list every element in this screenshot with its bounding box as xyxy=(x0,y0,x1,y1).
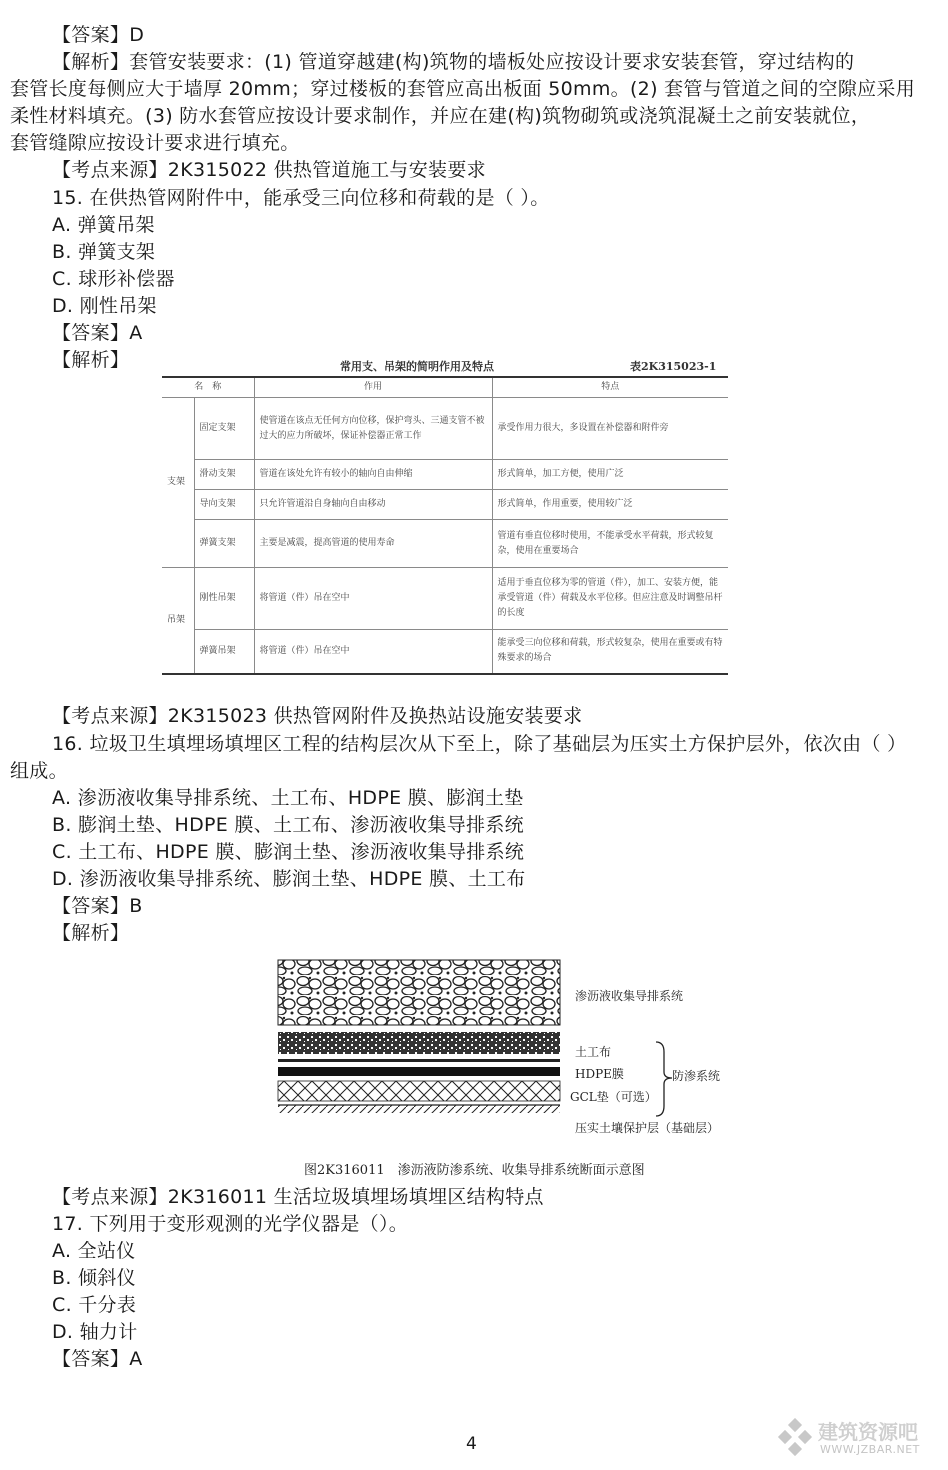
q14-analysis-line-3: 柔性材料填充。(3) 防水套管应按设计要求制作，并应在建(构)筑物砌筑或浇筑混凝土之前安装就位， xyxy=(10,105,871,127)
q16-source: 【考点来源】2K316011 生活垃圾填埋场填埋区结构特点 xyxy=(52,1186,544,1208)
q17-option-a: A. 全站仪 xyxy=(52,1240,136,1262)
q16-option-c: C. 土工布、HDPE 膜、膨润土垫、渗沥液收集导排系统 xyxy=(52,841,525,863)
table-row-name: 滑动支架 xyxy=(194,460,254,490)
watermark-text: 建筑资源吧 xyxy=(818,1420,918,1444)
q15-option-b: B. 弹簧支架 xyxy=(52,241,156,263)
table-number: 表2K315023-1 xyxy=(630,360,717,373)
q15-source: 【考点来源】2K315023 供热管网附件及换热站设施安装要求 xyxy=(52,705,583,727)
table-group-hanger: 吊架 xyxy=(162,568,194,674)
table-row-name: 导向支架 xyxy=(194,490,254,520)
table-row-role: 主要是减震，提高管道的使用寿命 xyxy=(254,520,492,568)
watermark-logo-icon xyxy=(776,1418,816,1458)
table-row-feature: 适用于垂直位移为零的管道（件），加工、安装方便，能承受管道（件）荷载及水平位移。但应注意及时调整吊杆的长度 xyxy=(492,568,728,630)
landfill-section-figure xyxy=(270,955,740,1180)
q15-stem: 15. 在供热管网附件中，能承受三向位移和荷载的是（ ）。 xyxy=(52,187,550,209)
label-anti-seepage-system: 防渗系统 xyxy=(672,1069,721,1083)
label-gcl: GCL垫（可选） xyxy=(570,1090,657,1104)
table-row-role: 将管道（件）吊在空中 xyxy=(254,568,492,630)
q16-option-b: B. 膨润土垫、HDPE 膜、土工布、渗沥液收集导排系统 xyxy=(52,814,524,836)
q14-analysis-line-4: 套管缝隙应按设计要求进行填充。 xyxy=(10,132,300,154)
q15-analysis: 【解析】 xyxy=(52,349,130,371)
q16-option-d: D. 渗沥液收集导排系统、膨润土垫、HDPE 膜、土工布 xyxy=(52,868,526,890)
q15-option-c: C. 球形补偿器 xyxy=(52,268,175,290)
table-row-role: 使管道在该点无任何方向位移，保护弯头、三通支管不被过大的应力所破坏，保证补偿器正常工作 xyxy=(254,398,492,460)
label-drainage: 渗沥液收集导排系统 xyxy=(575,989,684,1003)
q17-stem: 17. 下列用于变形观测的光学仪器是（）。 xyxy=(52,1213,409,1235)
table-row-role: 管道在该处允许有较小的轴向自由伸缩 xyxy=(254,460,492,490)
q16-stem-line-1: 16. 垃圾卫生填埋场填埋区工程的结构层次从下至上，除了基础层为压实土方保护层外，依次由（ ） xyxy=(52,733,907,755)
q17-option-c: C. 千分表 xyxy=(52,1294,137,1316)
q14-analysis-line-2: 套管长度每侧应大于墙厚 20mm；穿过楼板的套管应高出板面 50mm。(2) 套管与管道之间的空隙应采用 xyxy=(10,78,916,100)
q15-answer: 【答案】A xyxy=(52,322,143,344)
q15-option-d: D. 刚性吊架 xyxy=(52,295,157,317)
q16-stem-line-2: 组成。 xyxy=(10,760,68,782)
figure-caption: 图2K316011 渗沥液防渗系统、收集导排系统断面示意图 xyxy=(304,1163,645,1178)
table-row-name: 弹簧吊架 xyxy=(194,630,254,674)
q16-analysis: 【解析】 xyxy=(52,922,130,944)
table-row-name: 固定支架 xyxy=(194,398,254,460)
q14-answer: 【答案】D xyxy=(52,24,145,46)
page-number: 4 xyxy=(466,1434,477,1454)
watermark-url: WWW.JZBAR.NET xyxy=(820,1443,920,1456)
table-row-feature: 能承受三向位移和荷载，形式较复杂，使用在重要或有特殊要求的场合 xyxy=(492,630,728,674)
table-header-name: 名 称 xyxy=(162,377,254,398)
q16-answer: 【答案】B xyxy=(52,895,143,917)
label-geotextile: 土工布 xyxy=(575,1045,612,1059)
table-header-feature: 特点 xyxy=(492,377,728,398)
table-group-support: 支架 xyxy=(162,398,194,568)
q17-option-b: B. 倾斜仪 xyxy=(52,1267,136,1289)
table-row-feature: 管道有垂直位移时使用，不能承受水平荷载，形式较复杂，使用在重要场合 xyxy=(492,520,728,568)
table-header-role: 作用 xyxy=(254,377,492,398)
q14-source: 【考点来源】2K315022 供热管道施工与安装要求 xyxy=(52,159,486,181)
table-row-feature: 承受作用力很大，多设置在补偿器和附件旁 xyxy=(492,398,728,460)
q14-analysis-line-1: 【解析】套管安装要求：(1) 管道穿越建(构)筑物的墙板处应按设计要求安装套管，穿过结构的 xyxy=(52,51,855,73)
table-row-name: 刚性吊架 xyxy=(194,568,254,630)
label-base-layer: 压实土壤保护层（基础层） xyxy=(575,1121,720,1135)
table-row-feature: 形式简单，作用重要，使用较广泛 xyxy=(492,490,728,520)
table-row-feature: 形式简单，加工方便，使用广泛 xyxy=(492,460,728,490)
support-table-grid xyxy=(162,376,728,675)
landfill-layer-drawing xyxy=(270,955,570,1130)
support-table xyxy=(162,358,728,692)
q17-option-d: D. 轴力计 xyxy=(52,1321,138,1343)
table-row-name: 弹簧支架 xyxy=(194,520,254,568)
q15-option-a: A. 弹簧吊架 xyxy=(52,214,155,236)
table-caption: 常用支、吊架的简明作用及特点 xyxy=(340,360,494,373)
q17-answer: 【答案】A xyxy=(52,1348,143,1370)
label-hdpe: HDPE膜 xyxy=(575,1067,624,1081)
watermark xyxy=(776,1412,941,1462)
q16-option-a: A. 渗沥液收集导排系统、土工布、HDPE 膜、膨润土垫 xyxy=(52,787,524,809)
table-row-role: 只允许管道沿自身轴向自由移动 xyxy=(254,490,492,520)
table-row-role: 将管道（件）吊在空中 xyxy=(254,630,492,674)
